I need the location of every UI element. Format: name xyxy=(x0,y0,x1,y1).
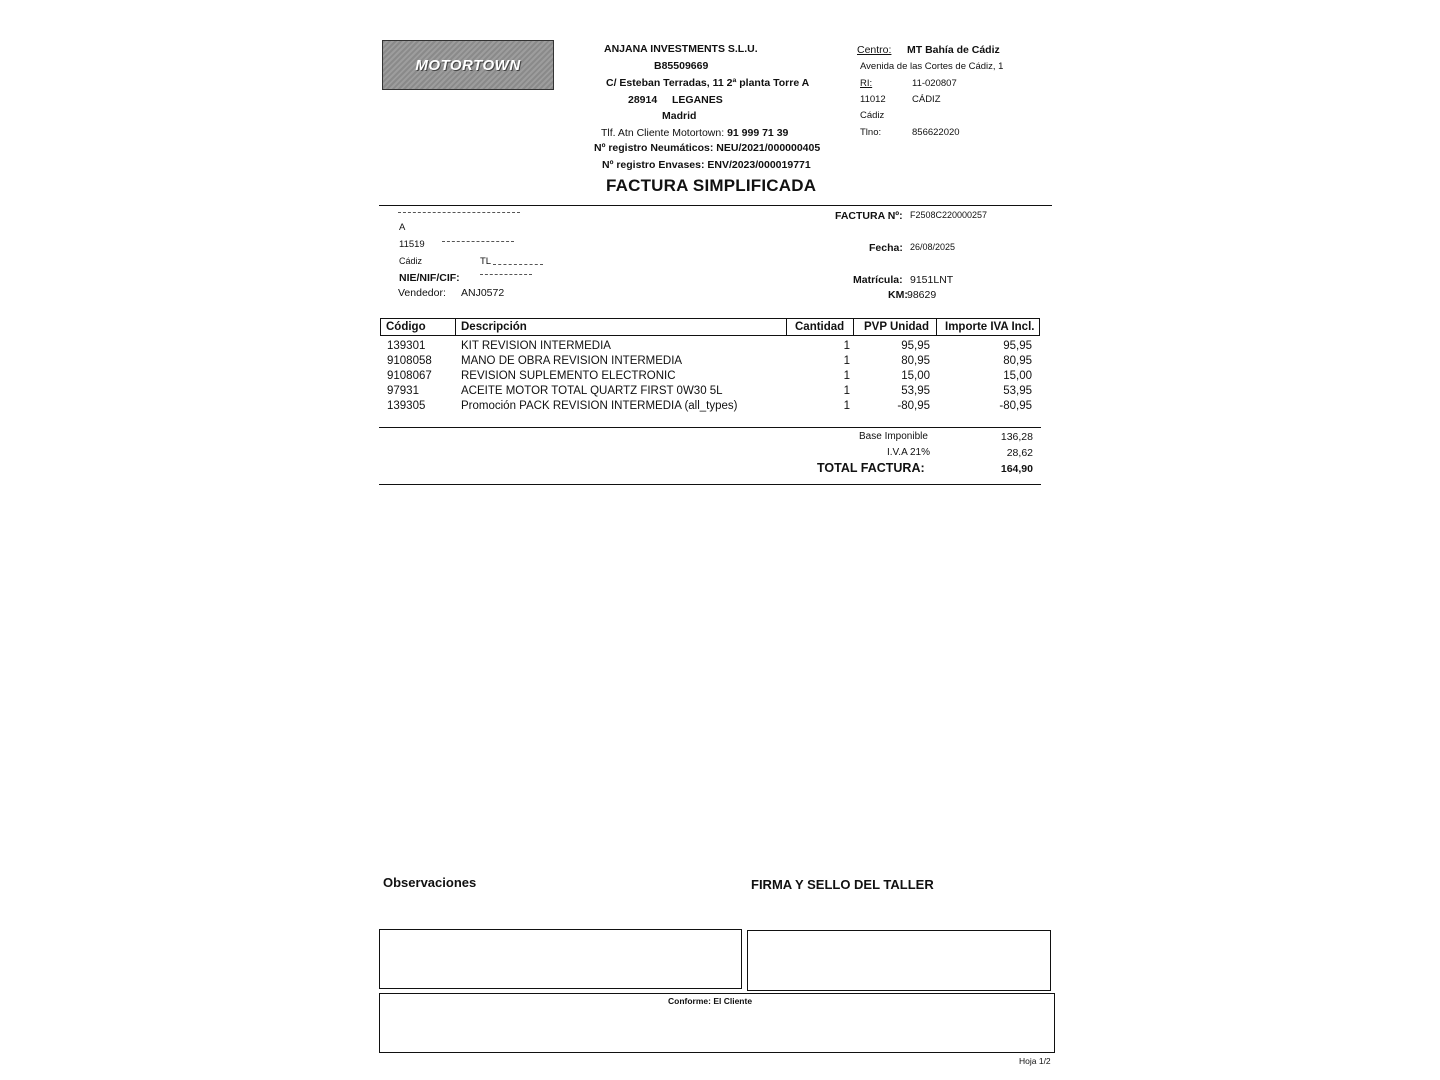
row-unit-price: 15,00 xyxy=(901,370,930,382)
invoice-date: 26/08/2025 xyxy=(910,242,956,252)
total-value: 164,90 xyxy=(1000,463,1033,475)
center-province: Cádiz xyxy=(860,110,885,121)
company-address: C/ Esteban Terradas, 11 2ª planta Torre A xyxy=(606,77,810,89)
items-table-header xyxy=(380,318,1040,336)
signature-box xyxy=(747,930,1051,991)
center-label: Centro: xyxy=(857,44,892,56)
table-row xyxy=(380,340,1040,355)
row-code: 139305 xyxy=(387,400,426,412)
row-total: 53,95 xyxy=(1003,385,1032,397)
company-postal-code: 28914 xyxy=(628,94,658,106)
row-description: KIT REVISION INTERMEDIA xyxy=(461,340,611,352)
signature-label: FIRMA Y SELLO DEL TALLER xyxy=(751,877,934,892)
center-name: MT Bahía de Cádiz xyxy=(907,44,1000,56)
observations-box xyxy=(379,929,742,989)
center-city: CÁDIZ xyxy=(912,94,941,105)
vat-label: I.V.A 21% xyxy=(887,447,930,458)
items-divider xyxy=(379,427,1041,428)
row-quantity: 1 xyxy=(843,340,850,352)
table-row xyxy=(380,400,1040,415)
customer-postal-code: 11519 xyxy=(399,239,425,250)
center-postal-code: 11012 xyxy=(860,94,886,105)
row-description: Promoción PACK REVISION INTERMEDIA (all_types) xyxy=(461,400,738,412)
title-divider xyxy=(379,205,1052,206)
row-description: REVISION SUPLEMENTO ELECTRONIC xyxy=(461,370,676,382)
header-unit-price: PVP Unidad xyxy=(854,319,937,335)
customer-nif-label: NIE/NIF/CIF: xyxy=(399,272,460,284)
company-province: Madrid xyxy=(662,110,697,122)
row-unit-price: 53,95 xyxy=(901,385,930,397)
row-total: 15,00 xyxy=(1003,370,1032,382)
header-total: Importe IVA Incl. xyxy=(945,321,1035,333)
company-phone-label: Tlf. Atn Cliente Motortown: xyxy=(601,127,725,139)
row-code: 97931 xyxy=(387,385,419,397)
page-number: Hoja 1/2 xyxy=(1019,1056,1051,1066)
row-code: 9108058 xyxy=(387,355,432,367)
document-title: FACTURA SIMPLIFICADA xyxy=(606,176,817,195)
row-unit-price: 80,95 xyxy=(901,355,930,367)
center-phone-label: Tlno: xyxy=(860,127,882,138)
company-logo xyxy=(382,40,554,90)
tyres-register: Nº registro Neumáticos: NEU/2021/000000405 xyxy=(594,142,821,154)
row-code: 9108067 xyxy=(387,370,432,382)
packaging-register: Nº registro Envases: ENV/2023/000019771 xyxy=(602,159,811,171)
table-row xyxy=(380,385,1040,400)
center-address: Avenida de las Cortes de Cádiz, 1 xyxy=(860,61,1004,72)
row-total: 95,95 xyxy=(1003,340,1032,352)
table-row xyxy=(380,370,1040,385)
company-city: LEGANES xyxy=(672,94,723,106)
row-unit-price: 95,95 xyxy=(901,340,930,352)
customer-phone-prefix: TL xyxy=(480,256,492,267)
km-value: 98629 xyxy=(907,289,937,301)
invoice-date-label: Fecha: xyxy=(869,242,903,254)
seller-code: ANJ0572 xyxy=(461,287,505,299)
km-label: KM: xyxy=(888,289,908,301)
client-box xyxy=(379,993,1055,1053)
company-name: ANJANA INVESTMENTS S.L.U. xyxy=(604,43,758,55)
row-total: 80,95 xyxy=(1003,355,1032,367)
row-quantity: 1 xyxy=(843,355,850,367)
row-total: -80,95 xyxy=(999,400,1032,412)
row-quantity: 1 xyxy=(843,400,850,412)
base-label: Base Imponible xyxy=(859,431,928,442)
header-code: Código xyxy=(381,319,456,335)
plate-number: 9151LNT xyxy=(910,274,954,286)
total-label: TOTAL FACTURA: xyxy=(817,461,925,475)
customer-province: Cádiz xyxy=(399,256,423,266)
center-phone: 856622020 xyxy=(912,127,960,138)
seller-label: Vendedor: xyxy=(398,287,446,299)
observations-label: Observaciones xyxy=(383,875,477,890)
redacted-customer-city xyxy=(442,241,514,243)
row-description: ACEITE MOTOR TOTAL QUARTZ FIRST 0W30 5L xyxy=(461,385,723,397)
table-row xyxy=(380,355,1040,370)
redacted-customer-phone xyxy=(493,264,543,266)
company-phone-number: 91 999 71 39 xyxy=(727,127,789,139)
center-ri: 11-020807 xyxy=(912,78,957,89)
base-value: 136,28 xyxy=(1000,431,1033,443)
customer-line-a: A xyxy=(399,222,406,233)
header-quantity: Cantidad xyxy=(787,319,854,335)
row-quantity: 1 xyxy=(843,385,850,397)
center-ri-label: RI: xyxy=(860,78,873,89)
invoice-number-label: FACTURA Nº: xyxy=(835,210,903,222)
totals-divider xyxy=(379,484,1041,485)
invoice-number: F2508C220000257 xyxy=(910,210,988,220)
row-unit-price: -80,95 xyxy=(897,400,930,412)
vat-value: 28,62 xyxy=(1006,447,1033,459)
logo-text: MOTORTOWN xyxy=(415,56,521,74)
row-quantity: 1 xyxy=(843,370,850,382)
row-code: 139301 xyxy=(387,340,426,352)
plate-label: Matrícula: xyxy=(853,274,903,286)
client-conformity-label: Conforme: El Cliente xyxy=(668,996,753,1006)
header-description: Descripción xyxy=(456,319,787,335)
company-cif: B85509669 xyxy=(654,60,709,72)
row-description: MANO DE OBRA REVISION INTERMEDIA xyxy=(461,355,683,367)
redacted-customer-nif xyxy=(480,274,532,276)
company-phone xyxy=(601,127,788,139)
redacted-customer-name xyxy=(398,212,520,214)
